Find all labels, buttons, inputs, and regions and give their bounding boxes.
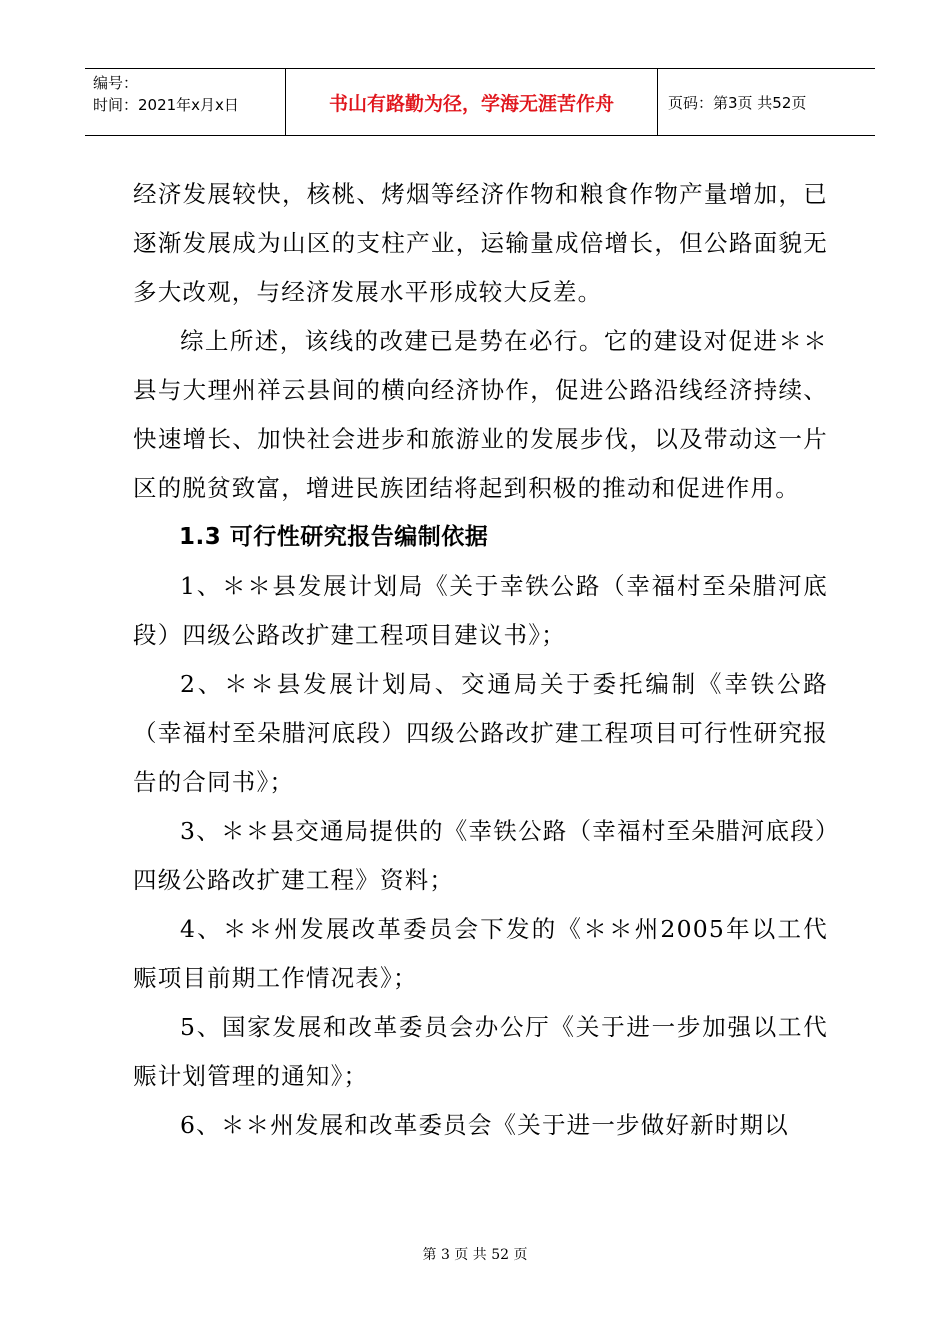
header-meta [85, 69, 285, 135]
list-item: 6、＊＊州发展和改革委员会《关于进一步做好新时期以 [180, 1111, 789, 1139]
page-footer: 第 3 页 共 52 页 [422, 1247, 528, 1263]
paragraph: 综上所述，该线的改建已是势在必行。它的建设对促进＊＊县与大理州祥云县间的横向经济协作，促进公路沿线经济持续、快速增长、加快社会进步和旅游业的发展步伐，以及带动这一片区的脱贫致富，增进民族团结将起到积极的推动和促进作用。 [133, 327, 828, 502]
list-item: 5、国家发展和改革委员会办公厅《关于进一步加强以工代赈计划管理的通知》； [133, 1013, 828, 1090]
section-heading: 1.3 可行性研究报告编制依据 [179, 524, 489, 550]
document-code-label: 编号： [93, 74, 139, 92]
list-item: 2、＊＊县发展计划局、交通局关于委托编制《幸铁公路（幸福村至朵腊河底段）四级公路改扩建工程项目可行性研究报告的合同书》； [133, 670, 828, 796]
list-item: 3、＊＊县交通局提供的《幸铁公路（幸福村至朵腊河底段）四级公路改扩建工程》资料； [133, 817, 828, 894]
list-item: 4、＊＊州发展改革委员会下发的《＊＊州2005年以工代赈项目前期工作情况表》； [133, 915, 828, 992]
document-body [133, 170, 828, 1150]
header-page-info: 页码：第3页 共52页 [668, 93, 807, 112]
header-motto: 书山有路勤为径，学海无涯苦作舟 [285, 69, 658, 135]
document-time-label: 时间：2021年x月x日 [93, 96, 239, 114]
list-item: 1、＊＊县发展计划局《关于幸铁公路（幸福村至朵腊河底段）四级公路改扩建工程项目建议书》； [133, 572, 828, 649]
paragraph: 经济发展较快，核桃、烤烟等经济作物和粮食作物产量增加，已逐渐发展成为山区的支柱产业，运输量成倍增长，但公路面貌无多大改观，与经济发展水平形成较大反差。 [133, 180, 828, 306]
page-header [85, 68, 875, 136]
